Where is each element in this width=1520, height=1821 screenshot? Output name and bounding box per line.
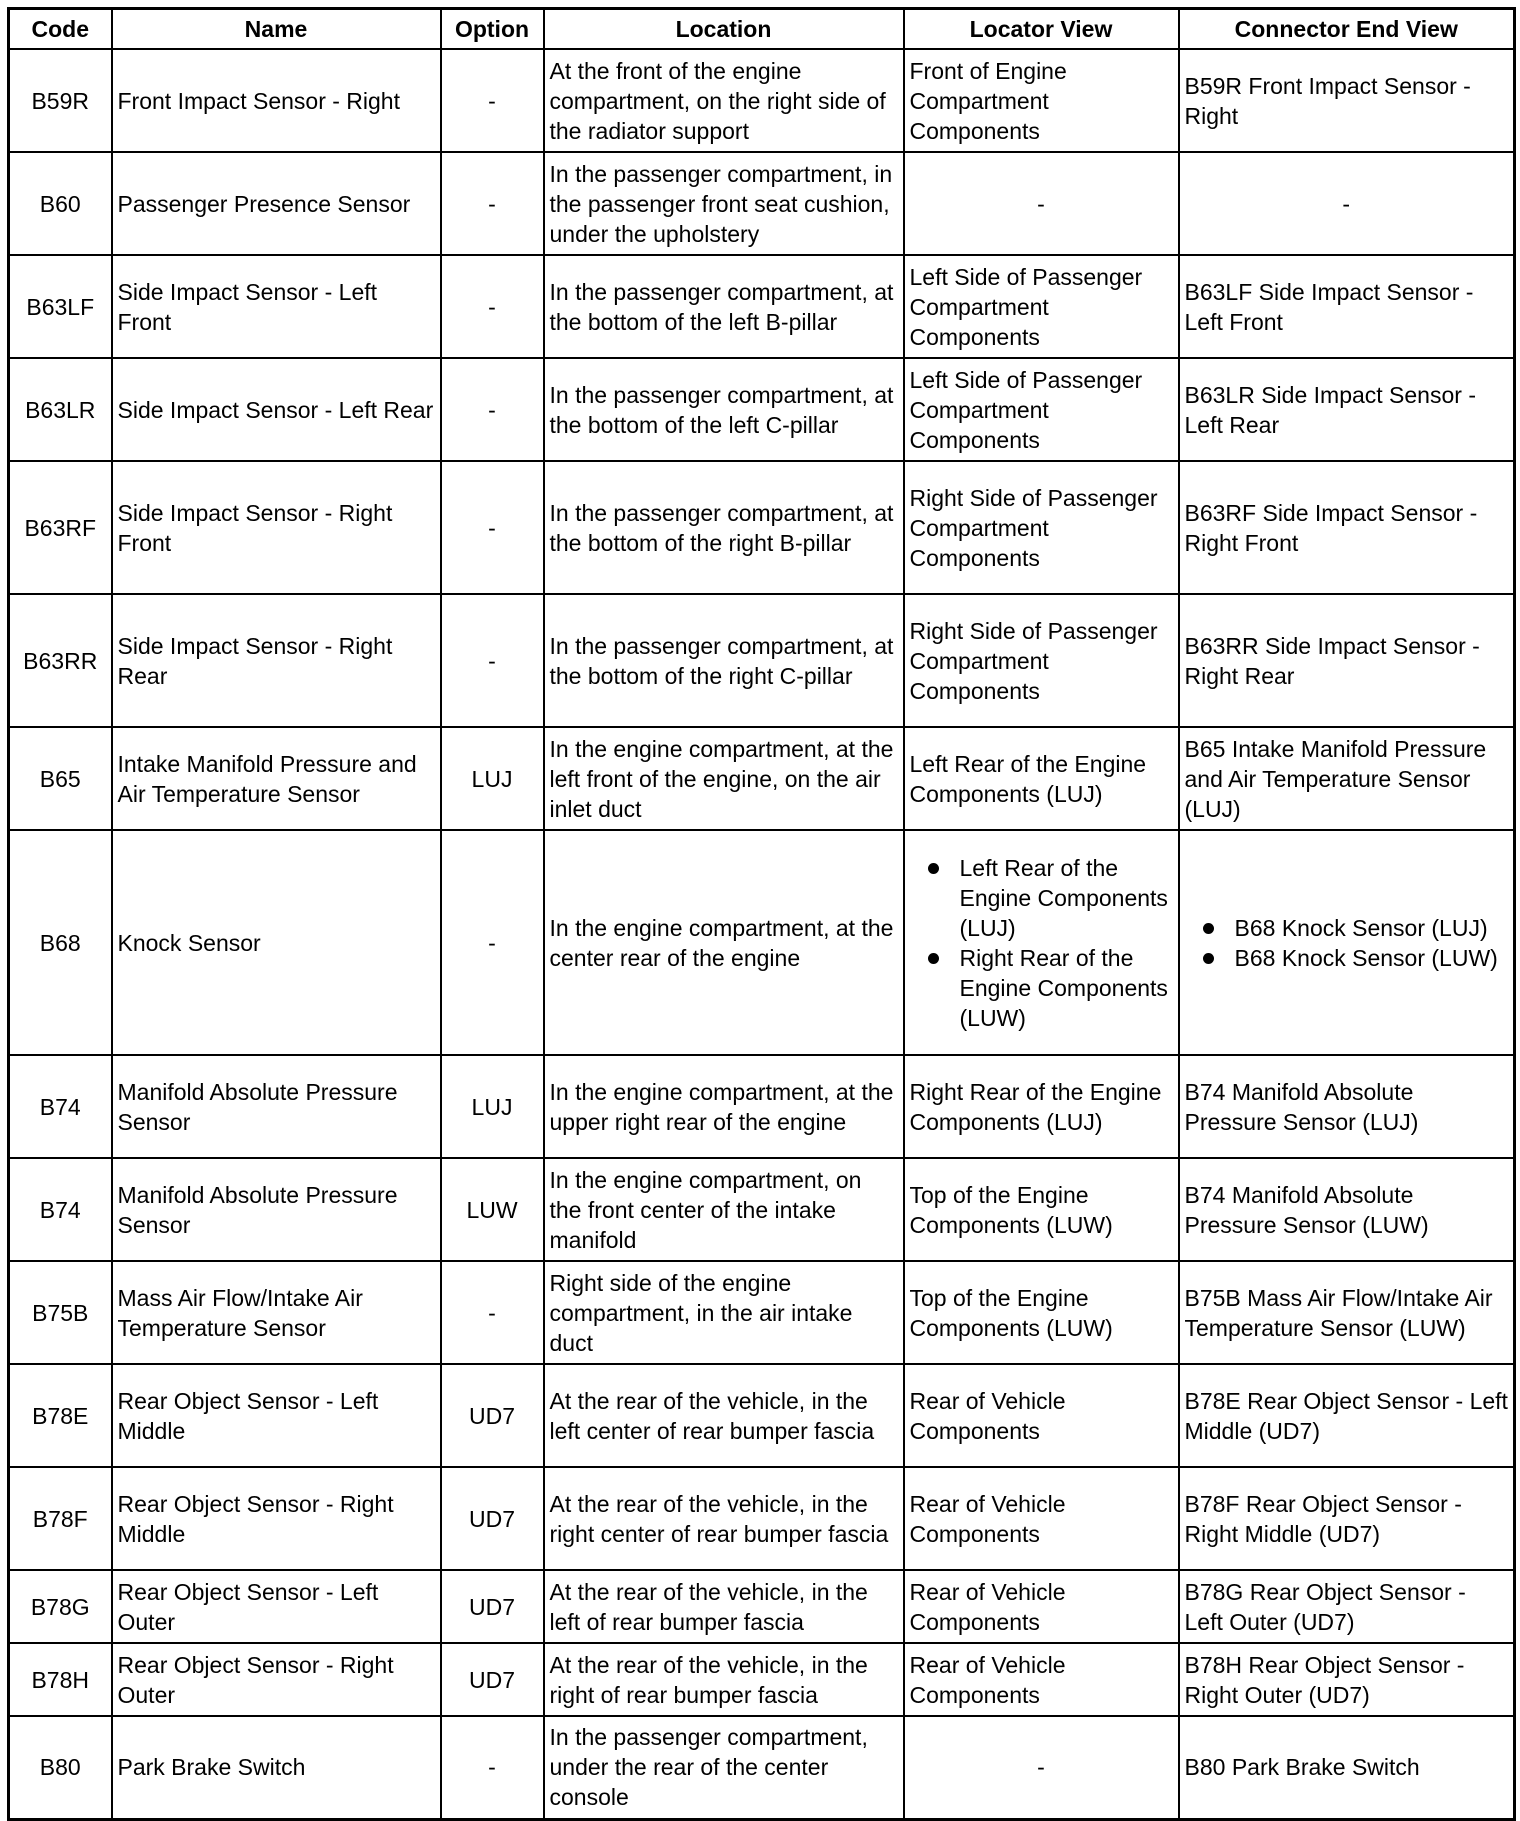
cell-code: B63RR — [9, 594, 112, 727]
cell-locator-view: Rear of Vehicle Components — [904, 1643, 1179, 1716]
cell-option: UD7 — [441, 1643, 544, 1716]
cell-option: - — [441, 1716, 544, 1819]
cell-name: Rear Object Sensor - Left Middle — [112, 1364, 441, 1467]
cell-name: Park Brake Switch — [112, 1716, 441, 1819]
cell-code: B78E — [9, 1364, 112, 1467]
cell-connector-end-view: B65 Intake Manifold Pressure and Air Temperature Sensor (LUJ) — [1179, 727, 1515, 830]
cell-option: - — [441, 594, 544, 727]
header-option: Option — [441, 9, 544, 50]
header-row — [9, 9, 1515, 50]
list-item: B68 Knock Sensor (LUW) — [1235, 943, 1509, 973]
cell-connector-end-view: B78G Rear Object Sensor - Left Outer (UD7) — [1179, 1570, 1515, 1643]
cell-code: B78H — [9, 1643, 112, 1716]
cell-locator-view: - — [904, 1716, 1179, 1819]
cell-locator-view: Rear of Vehicle Components — [904, 1570, 1179, 1643]
list-item: Left Rear of the Engine Components (LUJ) — [960, 853, 1173, 943]
cell-connector-end-view: - — [1179, 152, 1515, 255]
table-row — [9, 358, 1515, 461]
cell-name: Side Impact Sensor - Left Front — [112, 255, 441, 358]
cell-location: At the rear of the vehicle, in the left center of rear bumper fascia — [544, 1364, 904, 1467]
cell-name: Manifold Absolute Pressure Sensor — [112, 1158, 441, 1261]
cell-location: At the rear of the vehicle, in the right of rear bumper fascia — [544, 1643, 904, 1716]
cell-option: - — [441, 830, 544, 1055]
cell-option: LUJ — [441, 1055, 544, 1158]
cell-code: B63RF — [9, 461, 112, 594]
component-locator-table — [7, 7, 1516, 1821]
cell-location: Right side of the engine compartment, in the air intake duct — [544, 1261, 904, 1364]
cell-code: B78F — [9, 1467, 112, 1570]
list-item: B68 Knock Sensor (LUJ) — [1235, 913, 1509, 943]
cell-locator-view: Top of the Engine Components (LUW) — [904, 1158, 1179, 1261]
cell-connector-end-view: B63LR Side Impact Sensor - Left Rear — [1179, 358, 1515, 461]
cell-name: Side Impact Sensor - Left Rear — [112, 358, 441, 461]
locator-view-list — [910, 853, 1173, 1033]
cell-locator-view: Rear of Vehicle Components — [904, 1467, 1179, 1570]
cell-location: In the passenger compartment, at the bottom of the right C-pillar — [544, 594, 904, 727]
table-row — [9, 1055, 1515, 1158]
cell-location: At the front of the engine compartment, on the right side of the radiator support — [544, 49, 904, 152]
header-location: Location — [544, 9, 904, 50]
cell-locator-view: Left Rear of the Engine Components (LUJ) — [904, 727, 1179, 830]
cell-option: - — [441, 49, 544, 152]
cell-connector-end-view: B78F Rear Object Sensor - Right Middle (UD7) — [1179, 1467, 1515, 1570]
cell-name: Side Impact Sensor - Right Rear — [112, 594, 441, 727]
cell-code: B63LF — [9, 255, 112, 358]
list-item: Right Rear of the Engine Components (LUW) — [960, 943, 1173, 1033]
cell-code: B78G — [9, 1570, 112, 1643]
cell-location: In the engine compartment, at the center rear of the engine — [544, 830, 904, 1055]
cell-connector-end-view: B59R Front Impact Sensor - Right — [1179, 49, 1515, 152]
cell-code: B60 — [9, 152, 112, 255]
cell-option: LUW — [441, 1158, 544, 1261]
header-code: Code — [9, 9, 112, 50]
cell-connector-end-view: B78E Rear Object Sensor - Left Middle (UD7) — [1179, 1364, 1515, 1467]
cell-name: Passenger Presence Sensor — [112, 152, 441, 255]
cell-connector-end-view: B78H Rear Object Sensor - Right Outer (UD7) — [1179, 1643, 1515, 1716]
cell-location: In the engine compartment, at the upper right rear of the engine — [544, 1055, 904, 1158]
table-row — [9, 1158, 1515, 1261]
cell-code: B63LR — [9, 358, 112, 461]
cell-code: B80 — [9, 1716, 112, 1819]
table-row — [9, 727, 1515, 830]
cell-code: B68 — [9, 830, 112, 1055]
cell-code: B59R — [9, 49, 112, 152]
cell-name: Side Impact Sensor - Right Front — [112, 461, 441, 594]
cell-code: B74 — [9, 1158, 112, 1261]
table-row — [9, 1570, 1515, 1643]
cell-location: In the passenger compartment, in the passenger front seat cushion, under the upholstery — [544, 152, 904, 255]
cell-option: LUJ — [441, 727, 544, 830]
cell-locator-view: - — [904, 152, 1179, 255]
cell-option: - — [441, 358, 544, 461]
cell-location: In the passenger compartment, under the rear of the center console — [544, 1716, 904, 1819]
cell-connector-end-view: B63RF Side Impact Sensor - Right Front — [1179, 461, 1515, 594]
table-row — [9, 152, 1515, 255]
cell-option: - — [441, 461, 544, 594]
table-row — [9, 594, 1515, 727]
cell-location: In the engine compartment, on the front center of the intake manifold — [544, 1158, 904, 1261]
cell-name: Rear Object Sensor - Right Middle — [112, 1467, 441, 1570]
table-row — [9, 1364, 1515, 1467]
cell-connector-end-view: B63LF Side Impact Sensor - Left Front — [1179, 255, 1515, 358]
cell-locator-view: Top of the Engine Components (LUW) — [904, 1261, 1179, 1364]
cell-locator-view: Front of Engine Compartment Components — [904, 49, 1179, 152]
cell-option: UD7 — [441, 1364, 544, 1467]
cell-option: - — [441, 1261, 544, 1364]
cell-locator-view: Rear of Vehicle Components — [904, 1364, 1179, 1467]
cell-connector-end-view: B74 Manifold Absolute Pressure Sensor (LUW) — [1179, 1158, 1515, 1261]
cell-name: Knock Sensor — [112, 830, 441, 1055]
cell-option: - — [441, 152, 544, 255]
cell-name: Rear Object Sensor - Right Outer — [112, 1643, 441, 1716]
header-locator-view: Locator View — [904, 9, 1179, 50]
table-row — [9, 830, 1515, 1055]
cell-code: B75B — [9, 1261, 112, 1364]
table-row — [9, 49, 1515, 152]
cell-connector-end-view — [1179, 830, 1515, 1055]
cell-locator-view: Right Rear of the Engine Components (LUJ) — [904, 1055, 1179, 1158]
cell-location: At the rear of the vehicle, in the left of rear bumper fascia — [544, 1570, 904, 1643]
table-row — [9, 1643, 1515, 1716]
cell-location: In the engine compartment, at the left front of the engine, on the air inlet duct — [544, 727, 904, 830]
cell-option: UD7 — [441, 1570, 544, 1643]
cell-option: - — [441, 255, 544, 358]
cell-connector-end-view: B63RR Side Impact Sensor - Right Rear — [1179, 594, 1515, 727]
cell-name: Manifold Absolute Pressure Sensor — [112, 1055, 441, 1158]
header-name: Name — [112, 9, 441, 50]
table-row — [9, 1261, 1515, 1364]
cell-connector-end-view: B74 Manifold Absolute Pressure Sensor (LUJ) — [1179, 1055, 1515, 1158]
cell-locator-view — [904, 830, 1179, 1055]
cell-location: In the passenger compartment, at the bottom of the right B-pillar — [544, 461, 904, 594]
cell-locator-view: Right Side of Passenger Compartment Components — [904, 461, 1179, 594]
header-connector-end-view: Connector End View — [1179, 9, 1515, 50]
cell-name: Intake Manifold Pressure and Air Temperature Sensor — [112, 727, 441, 830]
cell-code: B74 — [9, 1055, 112, 1158]
cell-location: In the passenger compartment, at the bottom of the left B-pillar — [544, 255, 904, 358]
cell-code: B65 — [9, 727, 112, 830]
cell-connector-end-view: B80 Park Brake Switch — [1179, 1716, 1515, 1819]
cell-locator-view: Left Side of Passenger Compartment Components — [904, 255, 1179, 358]
cell-name: Front Impact Sensor - Right — [112, 49, 441, 152]
cell-name: Rear Object Sensor - Left Outer — [112, 1570, 441, 1643]
connector-end-view-list — [1185, 913, 1509, 973]
cell-locator-view: Left Side of Passenger Compartment Components — [904, 358, 1179, 461]
cell-location: At the rear of the vehicle, in the right center of rear bumper fascia — [544, 1467, 904, 1570]
table-row — [9, 1467, 1515, 1570]
table-row — [9, 461, 1515, 594]
cell-locator-view: Right Side of Passenger Compartment Components — [904, 594, 1179, 727]
table-row — [9, 255, 1515, 358]
cell-location: In the passenger compartment, at the bottom of the left C-pillar — [544, 358, 904, 461]
table-row — [9, 1716, 1515, 1819]
cell-connector-end-view: B75B Mass Air Flow/Intake Air Temperature Sensor (LUW) — [1179, 1261, 1515, 1364]
cell-name: Mass Air Flow/Intake Air Temperature Sensor — [112, 1261, 441, 1364]
cell-option: UD7 — [441, 1467, 544, 1570]
